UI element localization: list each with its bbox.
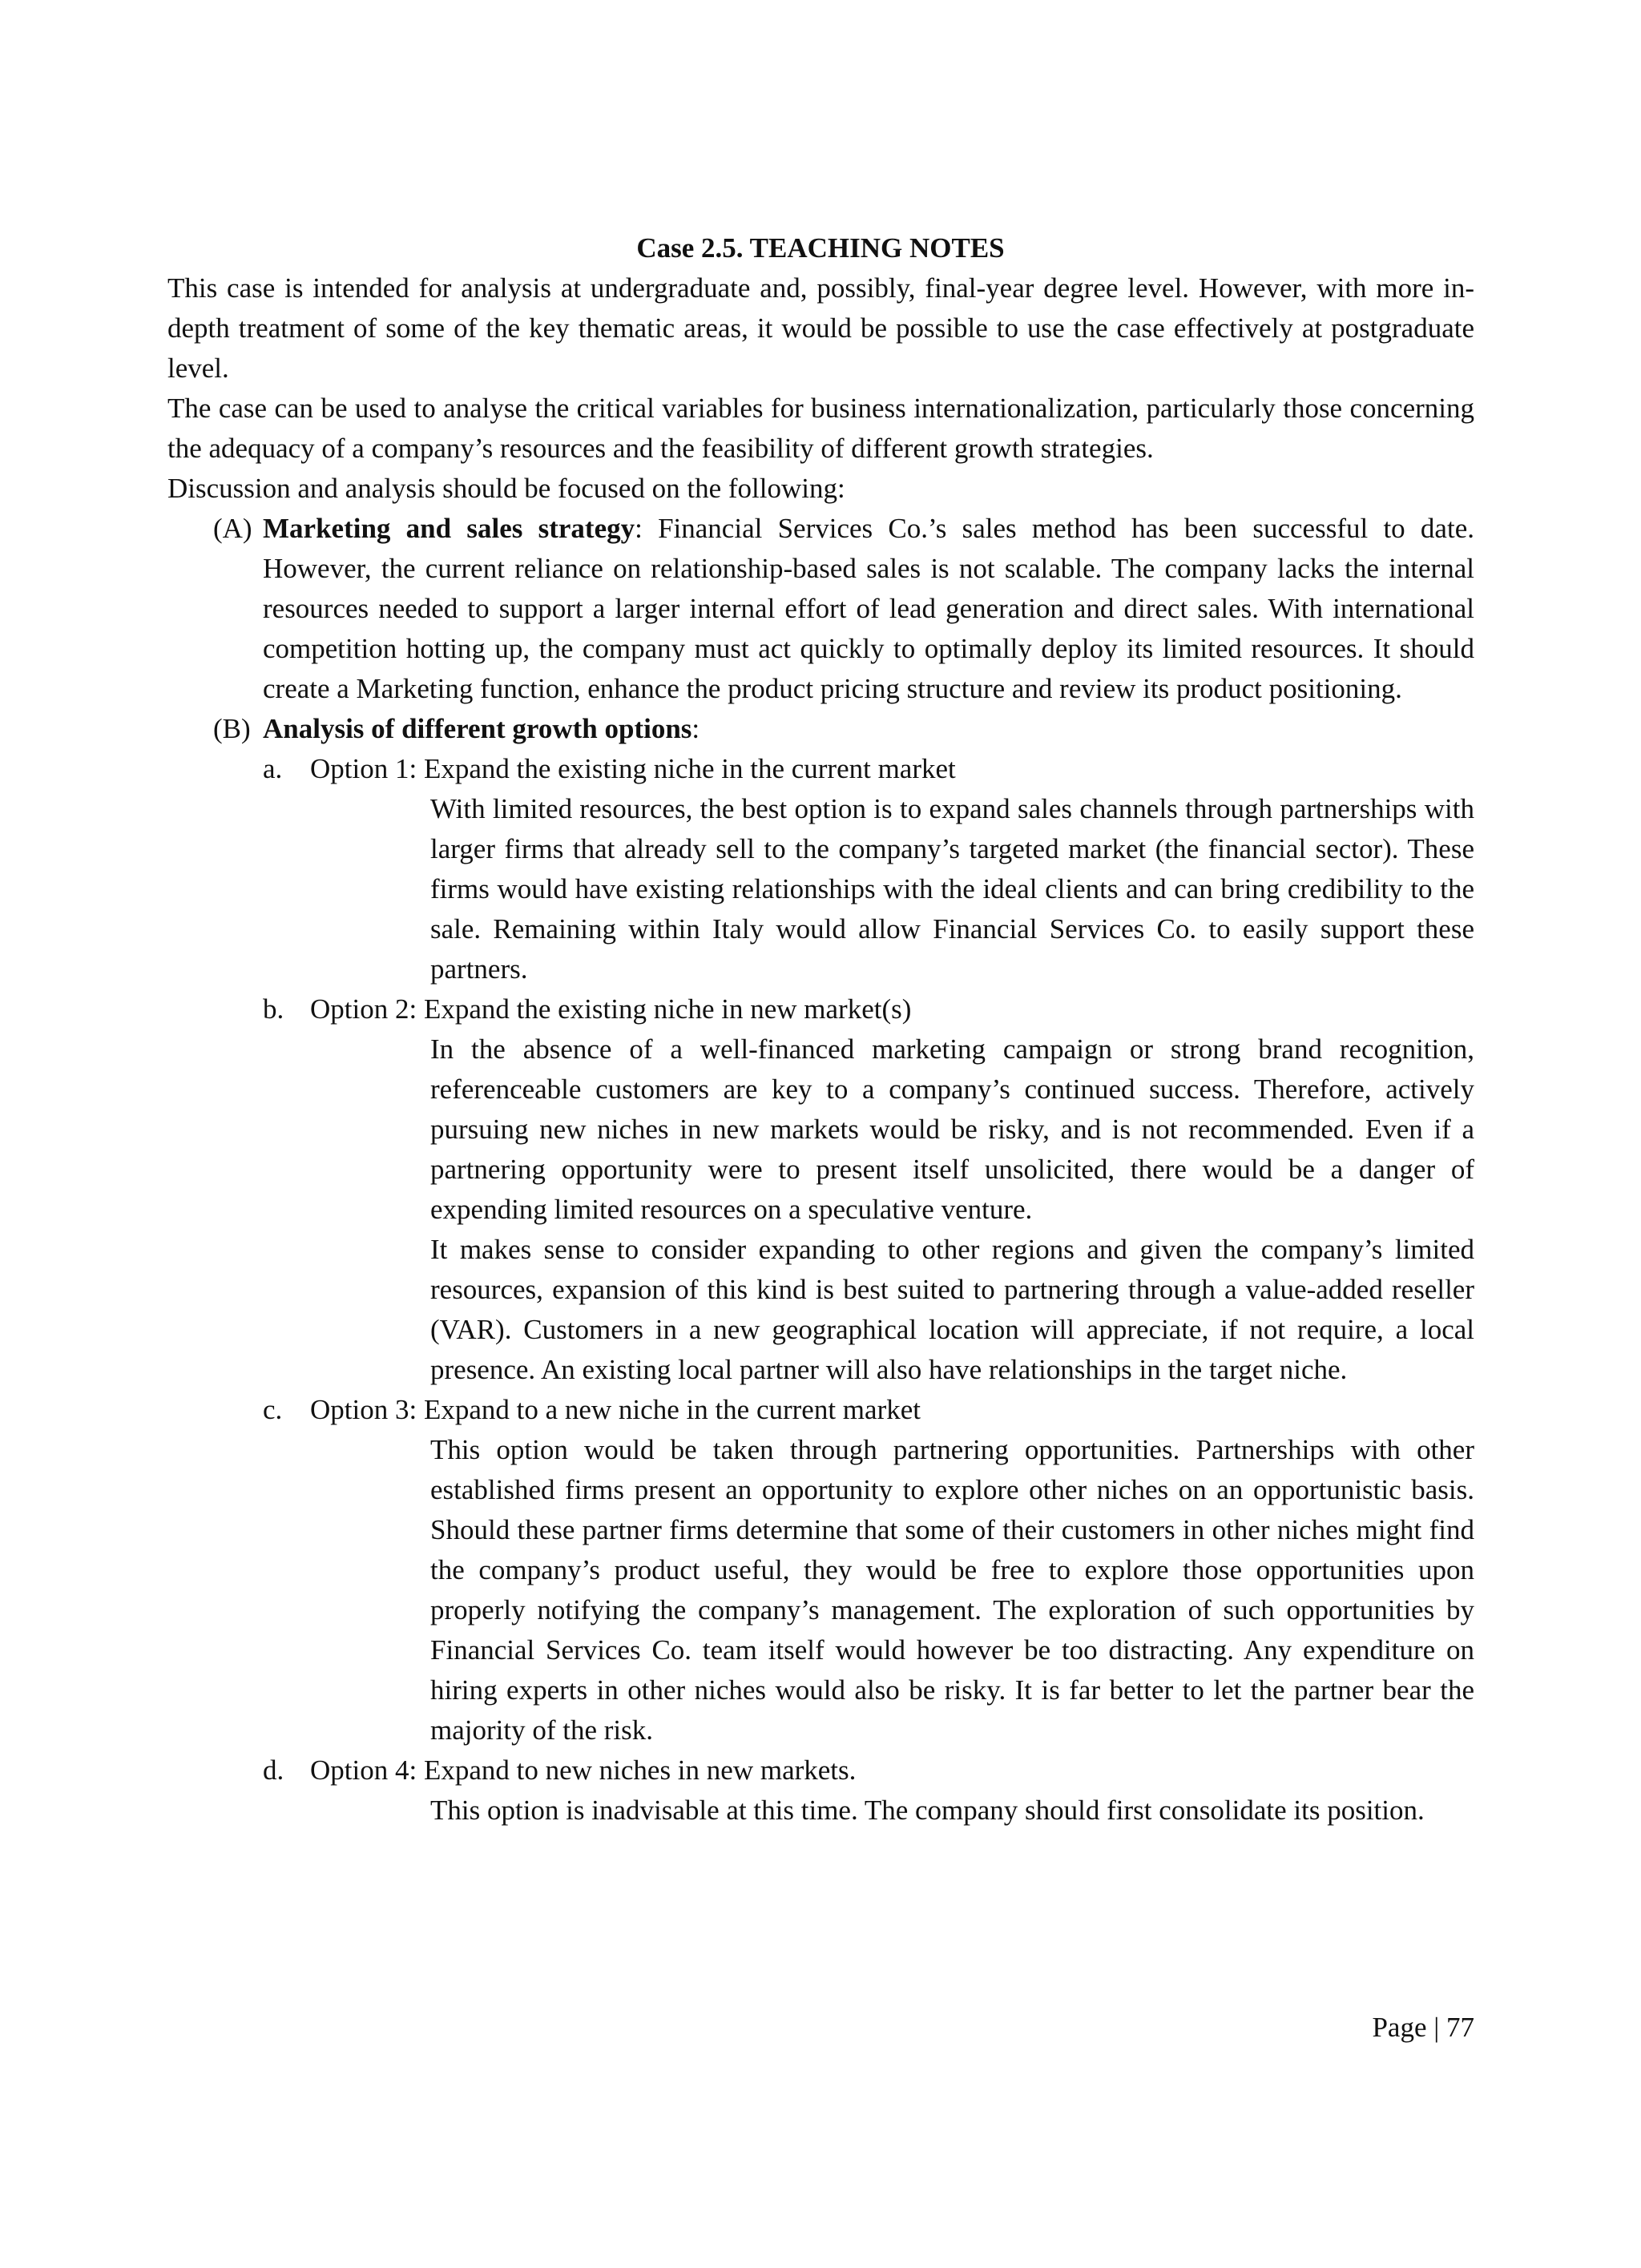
option-4 [263,1750,1474,1831]
option-label: a. [263,753,283,784]
option-paragraph: With limited resources, the best option is to expand sales channels through partnerships with larger firms that already sell to the company’s targeted market (the financial sector). These firms would have existing relationships with the ideal clients and can bring credibility to the sale. Remaining within Italy would allow Financial Services Co. to easily support these partners. [430,793,1474,985]
option-label: b. [263,993,284,1025]
option-2 [263,989,1474,1390]
option-body [310,1029,1474,1390]
option-label: c. [263,1394,283,1425]
option-paragraph: This option is inadvisable at this time. The company should first consolidate its position. [430,1795,1425,1826]
option-3 [263,1390,1474,1750]
option-title: Option 2: Expand the existing niche in new market(s) [310,993,912,1025]
document-body [167,268,1474,1831]
option-paragraph: This option would be taken through partnering opportunities. Partnerships with other established firms present an opportunity to explore other niches on an opportunistic basis. Should these partner firms determine that some of their customers in other niches might find the company’s product useful, they would be free to explore those opportunities upon properly notifying the company’s management. The exploration of such opportunities by Financial Services Co. team itself would however be too distracting. Any expenditure on hiring experts in other niches would also be risky. It is far better to let the partner bear the majority of the risk. [430,1434,1474,1746]
page-title: Case 2.5. TEACHING NOTES [636,232,1005,264]
section-a-heading: Marketing and sales strategy [263,513,635,544]
option-body [310,1430,1474,1750]
option-paragraph: It makes sense to consider expanding to other regions and given the company’s limited resources, expansion of this kind is best suited to partnering through a value-added reseller (VAR). Customers in a new geographical location will appreciate, if not require, a local presence. An existing local partner will also have relationships in the target niche. [430,1234,1474,1385]
section-a [167,509,1474,709]
option-title: Option 4: Expand to new niches in new markets. [310,1754,857,1786]
option-body [310,789,1474,989]
option-1 [263,749,1474,989]
option-title: Option 1: Expand the existing niche in the current market [310,753,956,784]
page-number: Page | 77 [1372,2012,1474,2043]
section-b [167,709,1474,1831]
option-paragraph: In the absence of a well-financed marketing campaign or strong brand recognition, referenceable customers are key to a company’s continued success. Therefore, actively pursuing new niches in new markets would be risky, and is not recommended. Even if a partnering opportunity were to present itself unsolicited, there would be a danger of expending limited resources on a speculative venture. [430,1033,1474,1225]
intro-paragraph: The case can be used to analyse the critical variables for business internationalization, particularly those concerning the adequacy of a company’s resources and the feasibility of different growth strategies. [167,393,1474,464]
section-b-label: (B) [213,713,251,744]
section-b-colon: : [691,713,700,744]
intro-paragraph: Discussion and analysis should be focused on the following: [167,473,845,504]
section-b-heading: Analysis of different growth options [263,713,692,744]
section-a-label: (A) [213,513,252,544]
option-body [310,1791,1474,1831]
section-a-text: : Financial Services Co.’s sales method has been successful to date. However, the current reliance on relationship-based sales is not scalable. The company lacks the internal resources needed to support a larger internal effort of lead generation and direct sales. With international competition hotting up, the company must act quickly to optimally deploy its limited resources. It should create a Marketing function, enhance the product pricing structure and review its product positioning. [263,513,1474,704]
option-label: d. [263,1754,284,1786]
intro-paragraph: This case is intended for analysis at undergraduate and, possibly, final-year degree level. However, with more in-depth treatment of some of the key thematic areas, it would be possible to use the case effectively at postgraduate level. [167,272,1474,384]
option-title: Option 3: Expand to a new niche in the current market [310,1394,921,1425]
